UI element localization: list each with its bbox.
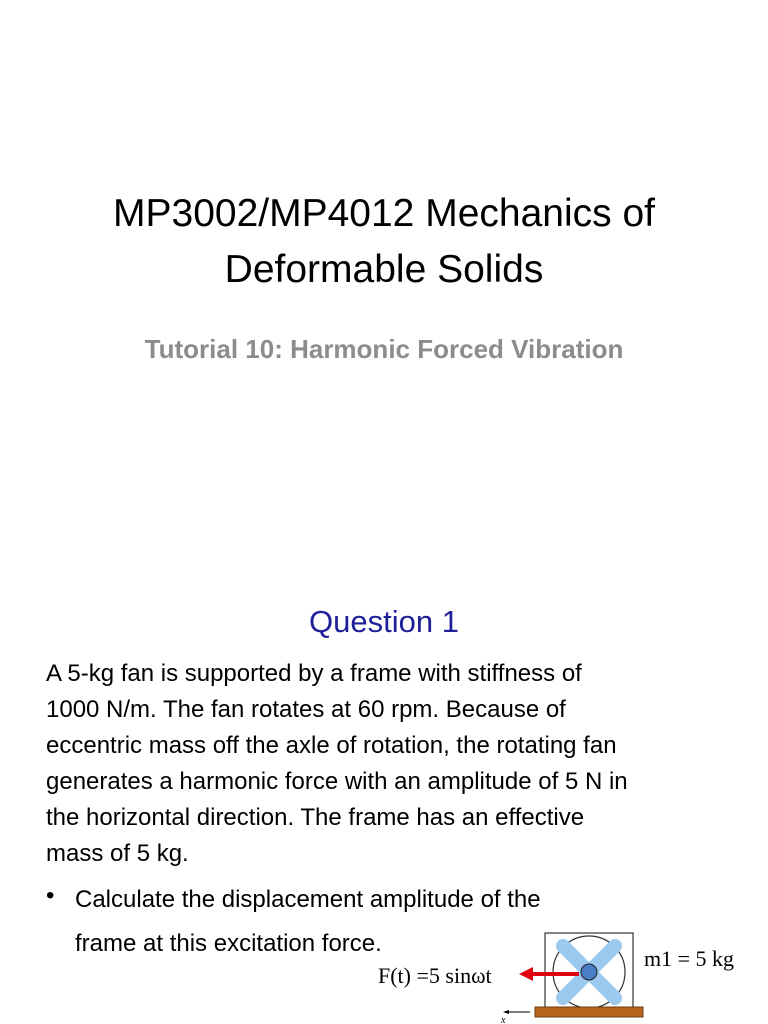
question-line: A 5-kg fan is supported by a frame with stiffness of (46, 660, 582, 687)
force-arrow-head (519, 967, 533, 981)
bullet-marker: • (46, 882, 55, 909)
bullet-line: Calculate the displacement amplitude of the (75, 886, 541, 913)
question-line: generates a harmonic force with an amplitude of 5 N in (46, 768, 628, 795)
bullet-line: frame at this excitation force. (75, 930, 382, 957)
fan-hub (581, 964, 597, 980)
question-body (46, 656, 736, 872)
page-title (40, 186, 728, 298)
x-axis-label: x (501, 1015, 506, 1024)
platform (535, 1007, 643, 1017)
question-line: eccentric mass off the axle of rotation, the rotating fan (46, 732, 617, 759)
question-line: mass of 5 kg. (46, 840, 189, 867)
title-line-2: Deformable Solids (224, 248, 544, 291)
force-label: F(t) =5 sinωt (378, 963, 492, 988)
question-line: the horizontal direction. The frame has an effective (46, 804, 585, 831)
title-line-1: MP3002/MP4012 Mechanics of (113, 192, 655, 235)
mass-label: m1 = 5 kg (644, 946, 735, 971)
fan-frame-diagram (495, 925, 645, 1024)
subtitle: Tutorial 10: Harmonic Forced Vibration (144, 334, 624, 364)
question-line: 1000 N/m. The fan rotates at 60 rpm. Because of (46, 696, 566, 723)
question-heading: Question 1 (309, 604, 459, 639)
